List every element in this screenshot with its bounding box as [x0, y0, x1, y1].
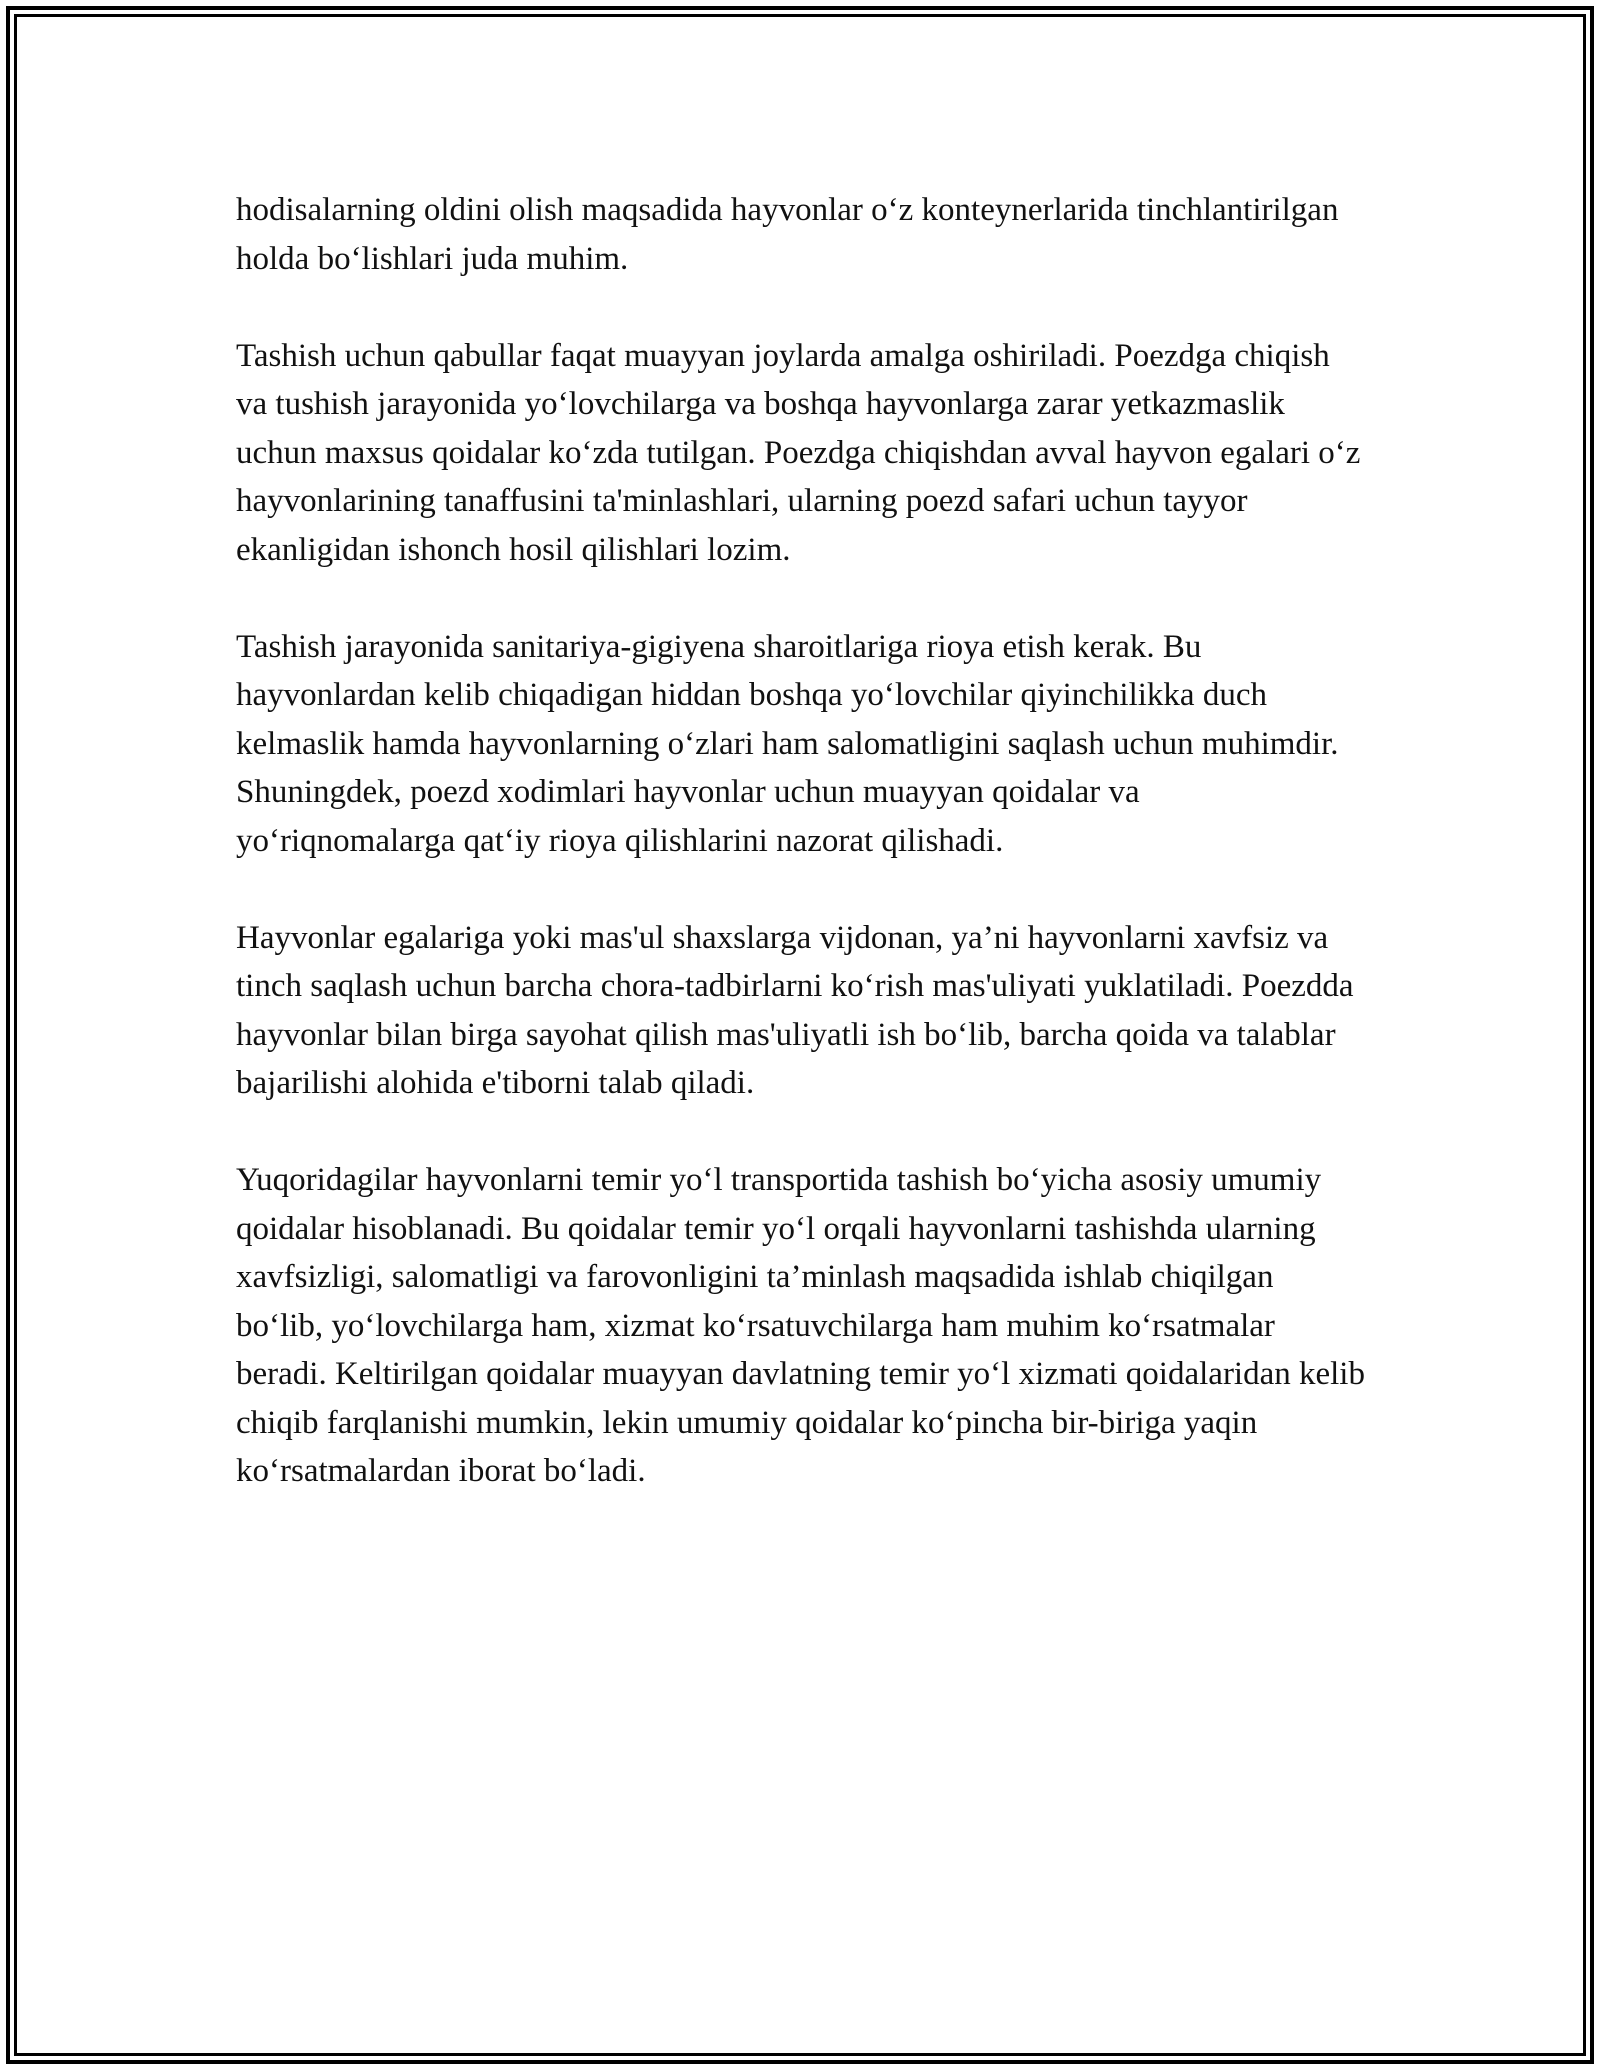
document-body: [236, 186, 1366, 1544]
paragraph-3: Tashish jarayonida sanitariya-gigiyena sharoitlariga rioya etish kerak. Bu hayvonlardan kelib chiqadigan hiddan boshqa yo‘lovchilar qiyinchilikka duch kelmaslik hamda hayvonlarning o‘zlari ham salomatligini saqlash uchun muhimdir. Shuningdek, poezd xodimlari hayvonlar uchun muayyan qoidalar va yo‘riqnomalarga qat‘iy rioya qilishlarini nazorat qilishadi.: [236, 628, 1339, 859]
paragraph-5: Yuqoridagilar hayvonlarni temir yo‘l transportida tashish bo‘yicha asosiy umumiy qoidalar hisoblanadi. Bu qoidalar temir yo‘l orqali hayvonlarni tashishda ularning xavfsizligi, salomatligi va farovonligini ta’minlash maqsadida ishlab chiqilgan bo‘lib, yo‘lovchilarga ham, xizmat ko‘rsatuvchilarga ham muhim ko‘rsatmalar beradi. Keltirilgan qoidalar muayyan davlatning temir yo‘l xizmati qoidalaridan kelib chiqib farqlanishi mumkin, lekin umumiy qoidalar ko‘pincha bir-biriga yaqin ko‘rsatmalardan iborat bo‘ladi.: [236, 1162, 1365, 1489]
paragraph-4: Hayvonlar egalariga yoki mas'ul shaxslarga vijdonan, ya’ni hayvonlarni xavfsiz va tinch saqlash uchun barcha chora-tadbirlarni ko‘rish mas'uliyati yuklatiladi. Poezdda hayvonlar bilan birga sayohat qilish mas'uliyatli ish bo‘lib, barcha qoida va talablar bajarilishi alohida e'tiborni talab qiladi.: [236, 919, 1354, 1101]
paragraph-2: Tashish uchun qabullar faqat muayyan joylarda amalga oshiriladi. Poezdga chiqish va tushish jarayonida yo‘lovchilarga va boshqa hayvonlarga zarar yetkazmaslik uchun maxsus qoidalar ko‘zda tutilgan. Poezdga chiqishdan avval hayvon egalari o‘z hayvonlarining tanaffusini ta'minlashlari, ularning poezd safari uchun tayyor ekanligidan ishonch hosil qilishlari lozim.: [236, 337, 1361, 568]
paragraph-1: hodisalarning oldini olish maqsadida hayvonlar o‘z konteynerlarida tinchlantirilgan holda bo‘lishlari juda muhim.: [236, 192, 1339, 277]
